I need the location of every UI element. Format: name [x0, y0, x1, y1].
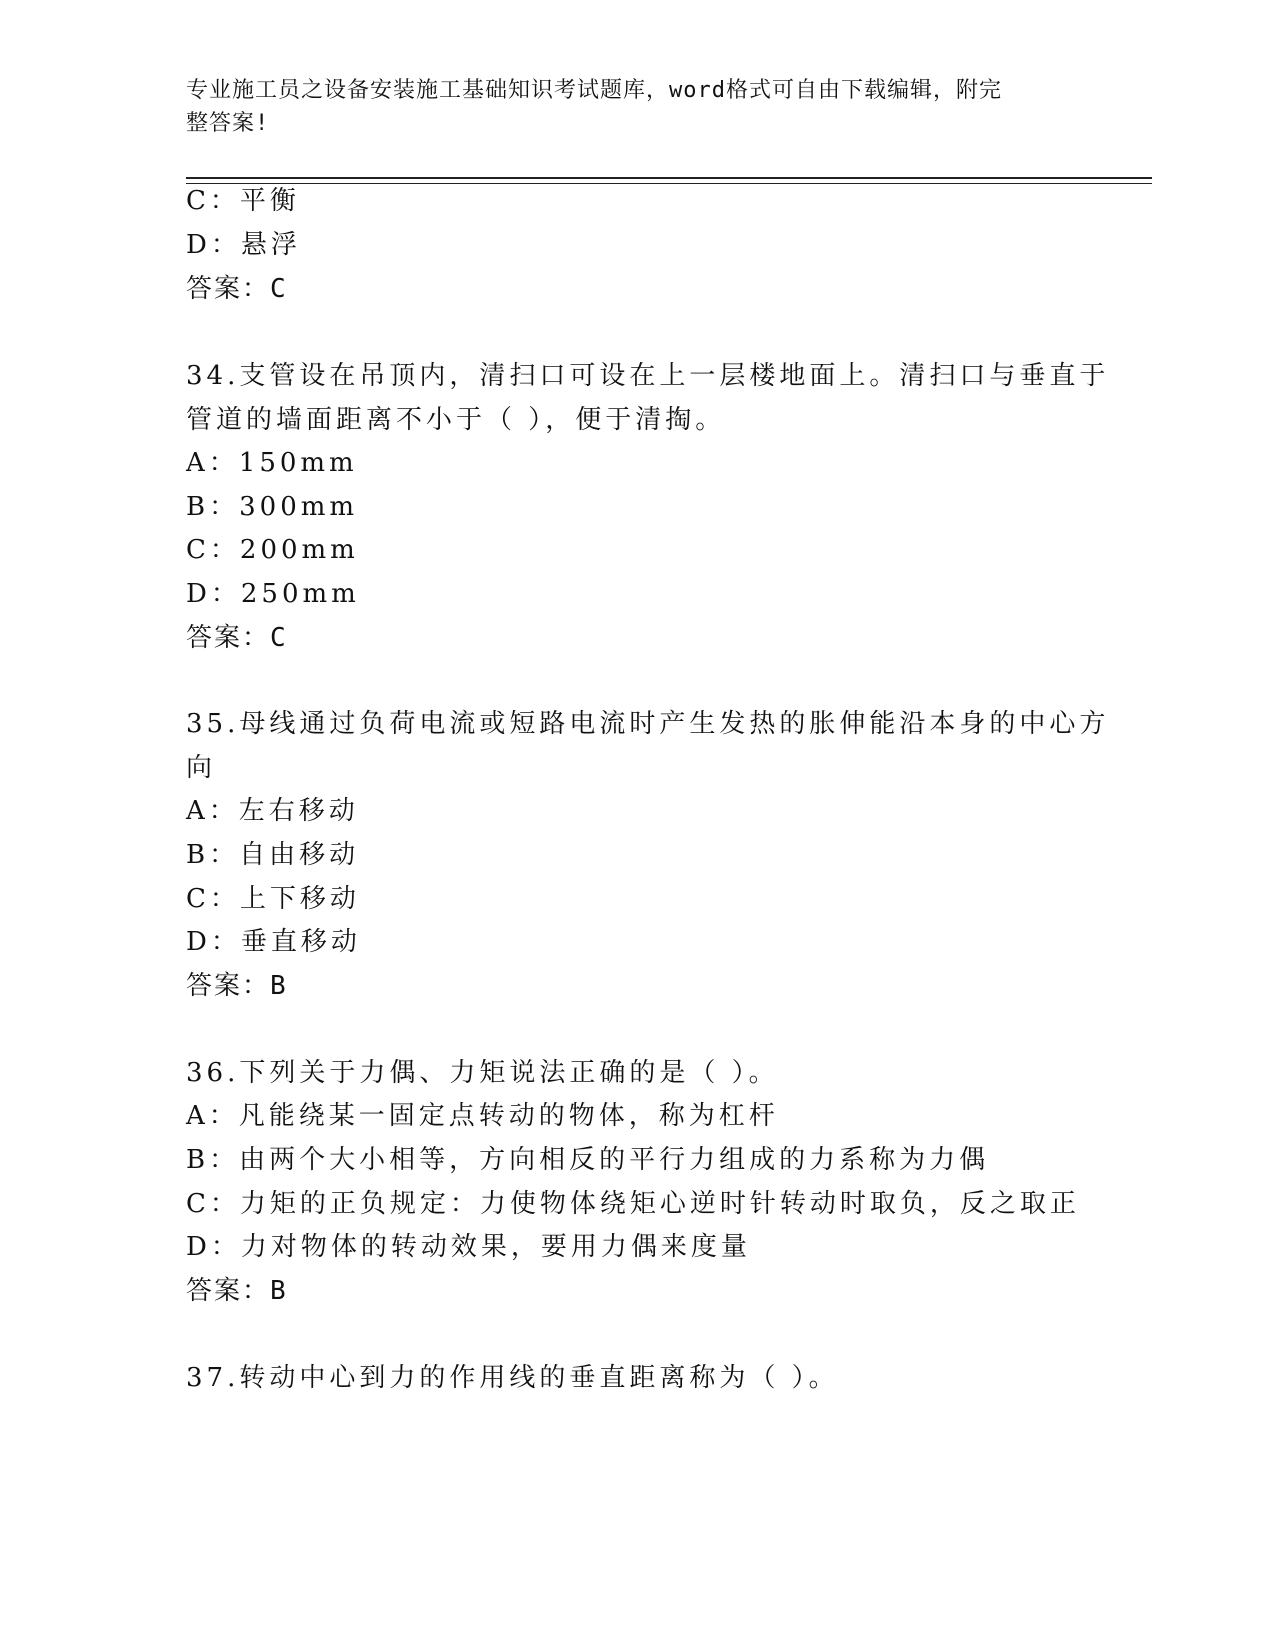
q35-answer [186, 970, 288, 1002]
q36-text-line-1: 36.下列关于力偶、力矩说法正确的是（ ）。 [186, 1058, 779, 1088]
q36-answer [186, 1275, 288, 1307]
q33-option-d [186, 229, 301, 261]
answer-label: 答案： [186, 274, 271, 304]
option-key: B： [186, 1145, 240, 1175]
option-key: C： [186, 1189, 240, 1219]
q35-text-line-1: 35.母线通过负荷电流或短路电流时产生发热的胀伸能沿本身的中心方 [186, 709, 1110, 739]
option-key: A： [186, 448, 239, 478]
option-key: A： [186, 1101, 239, 1131]
answer-label: 答案： [186, 971, 271, 1001]
option-key: C： [186, 884, 240, 914]
option-key: C： [186, 535, 240, 565]
answer-value: B [270, 971, 288, 1001]
option-key: B： [186, 840, 240, 870]
option-text: 250mm [240, 579, 360, 609]
option-text: 垂直移动 [240, 927, 361, 957]
option-text: 200mm [239, 535, 359, 565]
option-text: 300mm [239, 492, 359, 522]
q34-option-b [186, 491, 358, 523]
q37-text-line-1: 37.转动中心到力的作用线的垂直距离称为（ ）。 [186, 1363, 839, 1393]
q35-text-line-2: 向 [186, 753, 217, 783]
q36-option-a [186, 1100, 779, 1132]
q34-option-d [186, 578, 360, 610]
header-divider-thick [186, 177, 1152, 179]
q33-answer [186, 273, 288, 305]
q35-option-c [186, 883, 360, 915]
answer-label: 答案： [186, 1276, 271, 1306]
q34-text-line-2: 管道的墙面距离不小于（ ），便于清掏。 [186, 405, 726, 435]
q36-option-c [186, 1188, 1080, 1220]
q34-option-c [186, 534, 359, 566]
option-text: 自由移动 [239, 840, 360, 870]
q36-option-d [186, 1231, 751, 1263]
option-key: D： [186, 579, 241, 609]
answer-value: C [270, 274, 288, 304]
option-text: 左右移动 [238, 796, 359, 826]
q33-option-c [186, 185, 300, 217]
header-line-2: 整答案! [186, 111, 270, 136]
option-key: C： [186, 186, 240, 216]
answer-value: B [270, 1276, 288, 1306]
option-key: B： [186, 492, 240, 522]
q35-option-d [186, 926, 361, 958]
option-key: D： [186, 1232, 241, 1262]
option-text: 悬浮 [240, 230, 301, 260]
option-text: 凡能绕某一固定点转动的物体，称为杠杆 [238, 1101, 779, 1131]
q34-answer [186, 622, 288, 654]
q35-option-b [186, 839, 359, 871]
option-key: D： [186, 927, 241, 957]
header-divider-thin [186, 183, 1152, 184]
answer-value: C [270, 623, 288, 653]
option-text: 由两个大小相等，方向相反的平行力组成的力系称为力偶 [239, 1145, 990, 1175]
option-text: 力矩的正负规定：力使物体绕矩心逆时针转动时取负，反之取正 [239, 1189, 1080, 1219]
q34-option-a [186, 447, 358, 479]
option-text: 上下移动 [239, 884, 360, 914]
q36-option-b [186, 1144, 989, 1176]
q34-text-line-1: 34.支管设在吊顶内，清扫口可设在上一层楼地面上。清扫口与垂直于 [186, 361, 1110, 391]
option-text: 平衡 [239, 186, 300, 216]
option-key: A： [186, 796, 239, 826]
answer-label: 答案： [186, 623, 271, 653]
document-header [186, 74, 1066, 140]
q35-option-a [186, 795, 359, 827]
option-text: 力对物体的转动效果，要用力偶来度量 [240, 1232, 751, 1262]
header-line-1: 专业施工员之设备安装施工基础知识考试题库，word格式可自由下载编辑，附完 [186, 78, 1002, 103]
option-text: 150mm [238, 448, 358, 478]
option-key: D： [186, 230, 241, 260]
